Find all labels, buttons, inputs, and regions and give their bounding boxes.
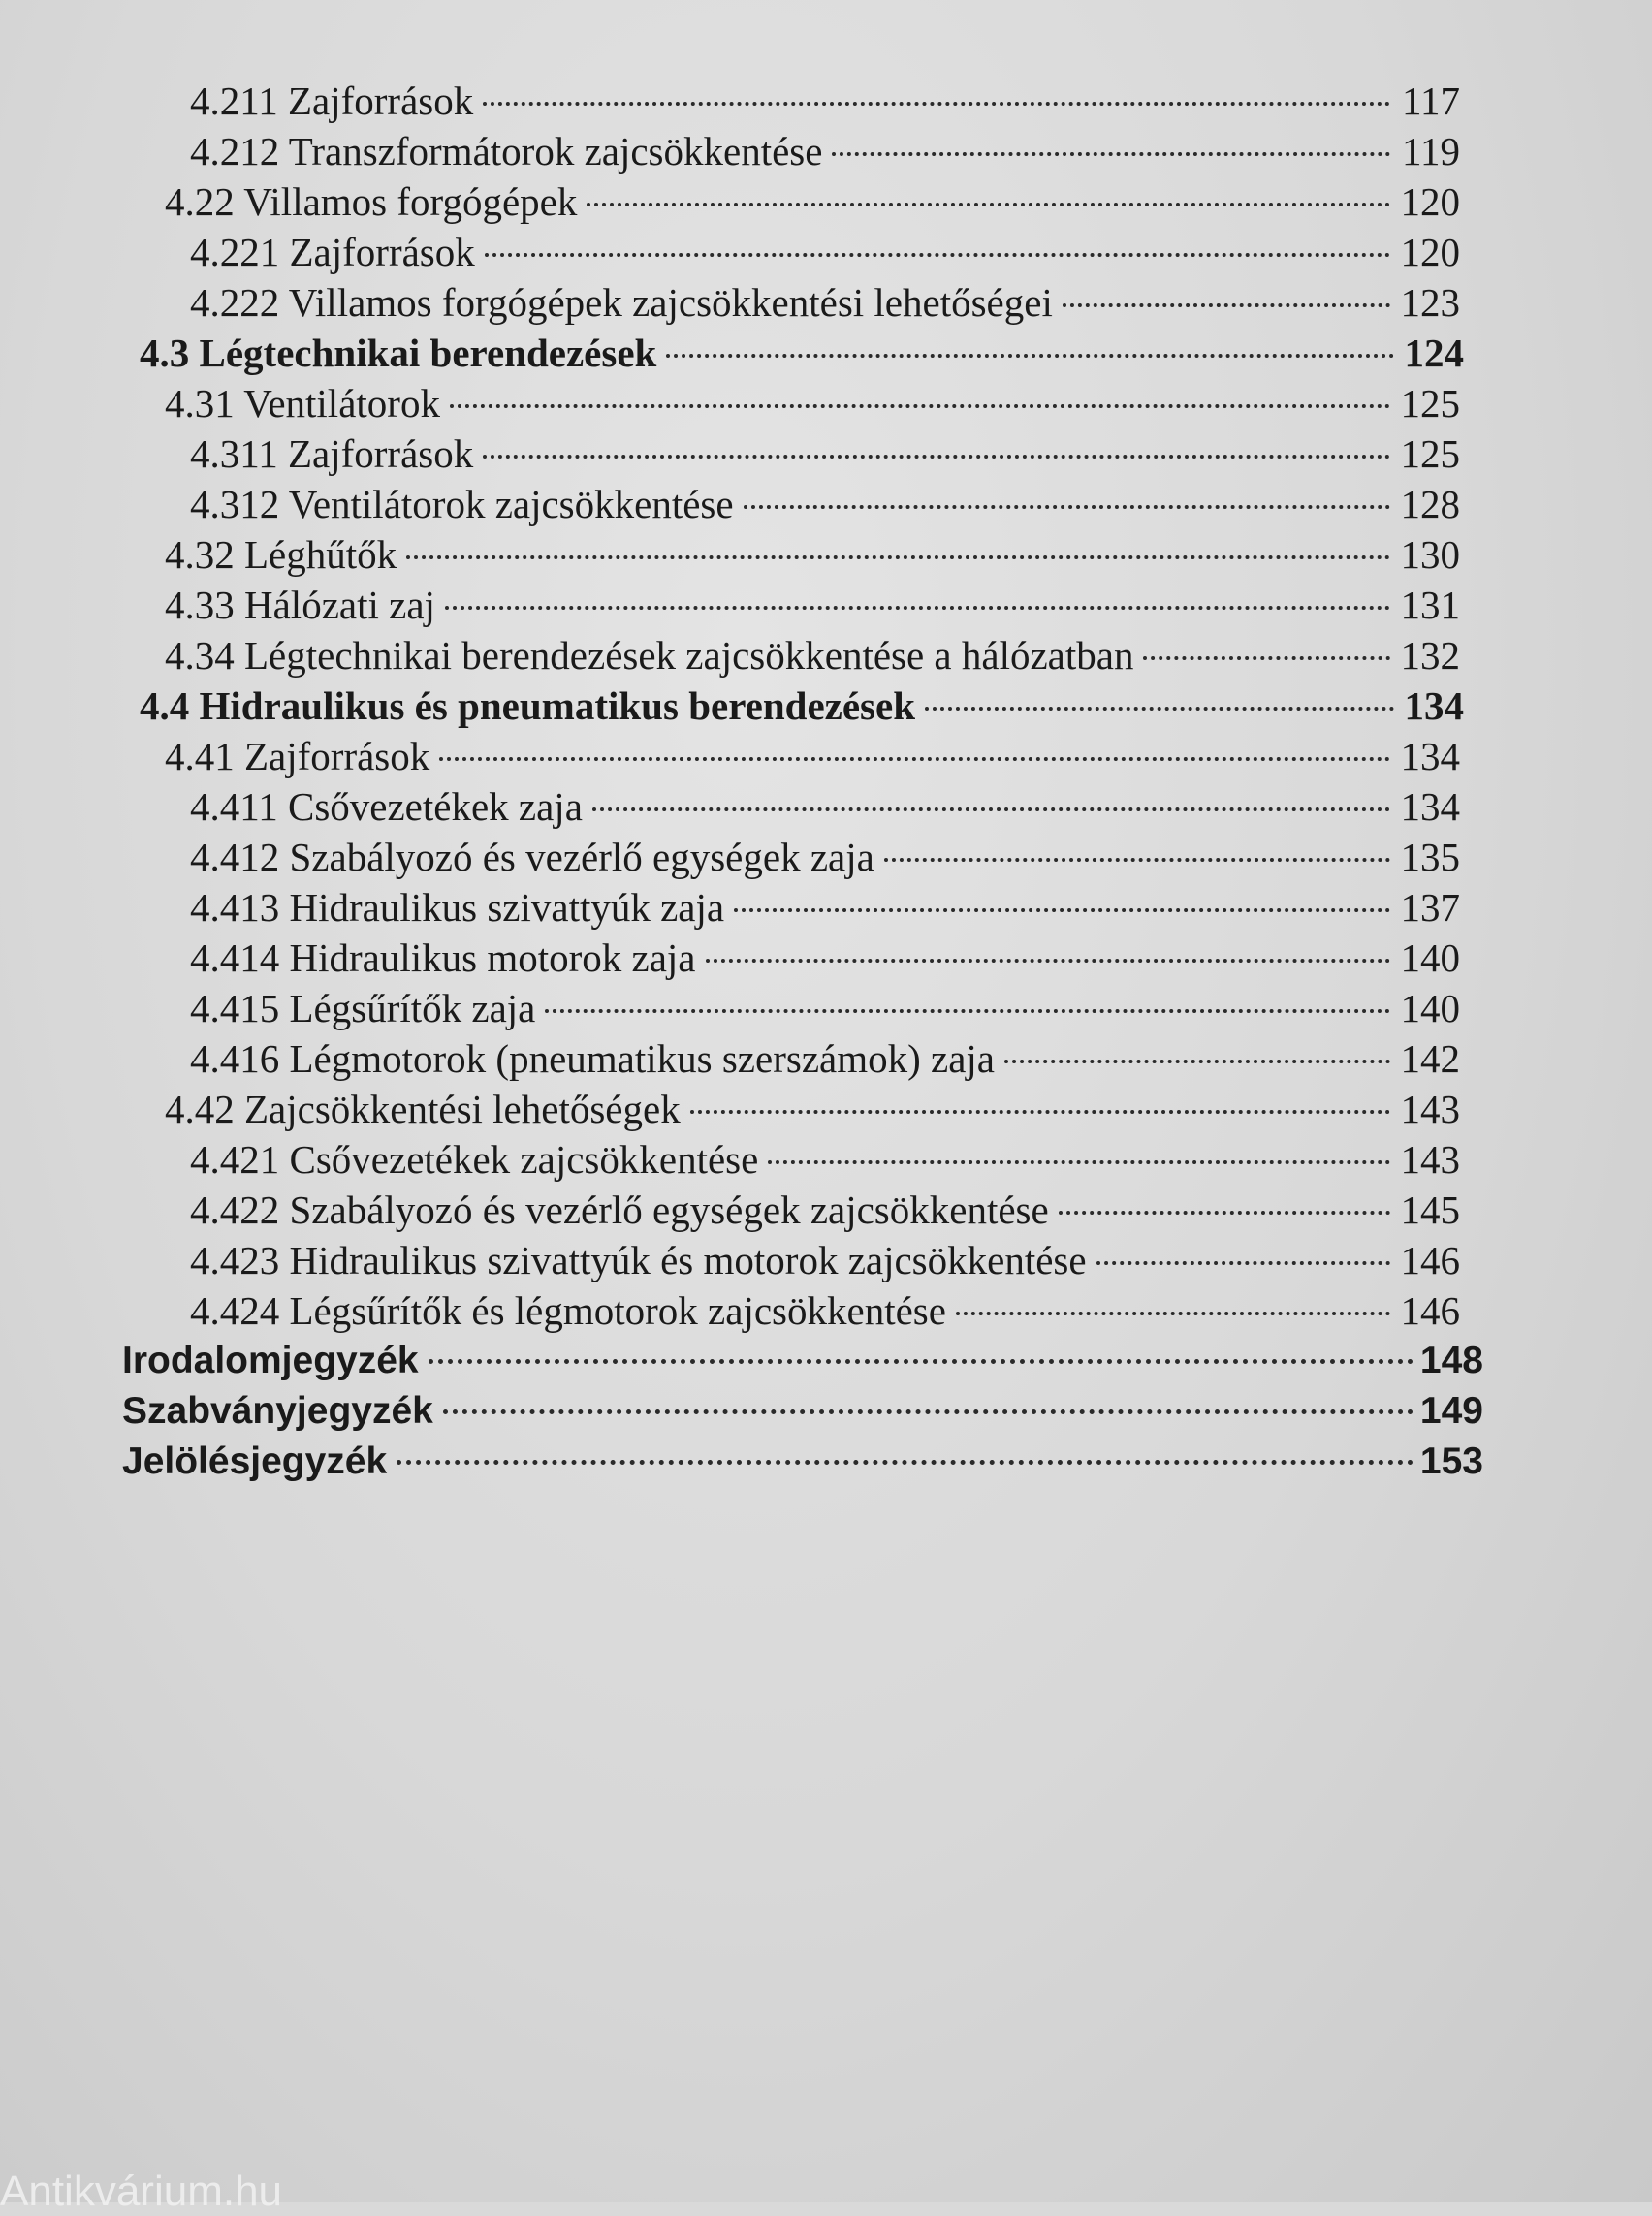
toc-entry [0,126,1652,176]
toc-entry-page: 130 [1400,532,1460,577]
dot-leader [429,1359,1414,1364]
toc-entry [0,933,1652,983]
toc-entry-number: 4.413 [190,885,280,930]
toc-entry-label [190,983,539,1033]
toc-entry-label [190,428,477,479]
toc-entry-number: 4.424 [190,1288,280,1333]
toc-entry-number: 4.22 [165,179,235,224]
toc-entry-title: Transzformátorok zajcsökkentése [288,129,823,174]
dot-leader [587,203,1390,206]
dot-leader [443,1409,1414,1414]
toc-entry-title: Hidraulikus szivattyúk és motorok zajcsökkentése [289,1238,1087,1282]
toc-entry-title: Légtechnikai berendezések zajcsökkentése a hálózatban [244,633,1134,678]
toc-entry-number: 4.416 [190,1036,280,1081]
toc-entry [0,1285,1652,1336]
toc-entry-number: 4.414 [190,935,280,980]
toc-entry-title: Csővezetékek zaja [287,784,583,829]
dot-leader [397,1460,1414,1465]
dot-leader [545,1009,1390,1013]
dot-leader [483,455,1390,459]
toc-entry-page: 148 [1419,1340,1483,1381]
toc-entry-number: 4.211 [190,79,278,123]
toc-entry-label [165,176,581,227]
toc-entry-title: Ventilátorok [243,381,440,426]
toc-entry-label [190,1033,999,1084]
toc-entry-number: 4.421 [190,1137,280,1182]
toc-entry-label [122,1336,423,1386]
toc-entry-title: Zajforrások [289,230,475,274]
toc-entry-label [165,580,439,630]
dot-leader [485,253,1390,257]
toc-entry-label [122,1386,437,1437]
toc-entry-page: 131 [1400,583,1460,627]
toc-entry [0,428,1652,479]
toc-entry-label [165,378,444,428]
toc-entry-title: Hidraulikus és pneumatikus berendezések [199,683,916,728]
toc-entry-page: 120 [1400,179,1460,224]
toc-entry-page: 149 [1419,1390,1483,1432]
dot-leader [1143,656,1390,660]
toc-entry [0,1084,1652,1134]
toc-entry-page: 117 [1402,79,1460,123]
toc-entry-label [190,76,477,126]
toc-entry-title: Hidraulikus motorok zaja [289,935,696,980]
toc-entry-page: 143 [1400,1137,1460,1182]
dot-leader [666,354,1394,358]
toc-entry-label [190,126,826,176]
toc-entry-number: 4.3 [140,331,190,375]
toc-entry-page: 145 [1400,1187,1460,1232]
toc-entry-title: Ventilátorok zajcsökkentése [288,482,734,526]
toc-entry-title: Zajcsökkentési lehetőségek [244,1087,681,1131]
toc-entry-title: Légsűrítők zaja [289,986,536,1030]
toc-entry-label [190,479,738,529]
toc-entry-number: 4.312 [190,482,280,526]
toc-entry-number: 4.412 [190,835,280,879]
toc-entry [0,176,1652,227]
toc-entry-number: 4.41 [165,734,235,778]
dot-leader [734,908,1390,912]
toc-entry-page: 142 [1400,1036,1460,1081]
toc-entry [0,529,1652,580]
toc-entry-title: Irodalomjegyzék [122,1340,419,1381]
toc-entry-number: 4.415 [190,986,280,1030]
toc-entry-title: Villamos forgógépek [243,179,578,224]
toc-entry-title: Légtechnikai berendezések [199,331,657,375]
toc-entry [0,681,1652,731]
toc-entry-page: 153 [1419,1440,1483,1482]
dot-leader [592,807,1390,811]
dot-leader [884,858,1390,862]
toc-entry [0,1336,1652,1386]
toc-entry [0,479,1652,529]
toc-entry [0,1033,1652,1084]
toc-entry-title: Hidraulikus szivattyúk zaja [289,885,725,930]
dot-leader [439,757,1390,761]
table-of-contents [0,76,1652,1487]
toc-entry-title: Zajforrások [287,79,474,123]
toc-entry-label [190,832,878,882]
toc-entry [0,227,1652,277]
toc-entry-label [190,277,1057,328]
toc-entry-page: 119 [1402,129,1460,174]
toc-entry-page: 146 [1400,1238,1460,1282]
toc-entry-number: 4.34 [165,633,235,678]
toc-entry-number: 4.222 [190,280,280,325]
watermark: Antikvárium.hu [0,2168,283,2215]
toc-entry-number: 4.32 [165,532,235,577]
toc-entry-label [190,882,728,933]
dot-leader [445,606,1390,610]
toc-entry-number: 4.212 [190,129,280,174]
toc-entry-page: 137 [1400,885,1460,930]
toc-entry-page: 134 [1404,683,1464,728]
toc-entry-page: 125 [1400,431,1460,476]
toc-entry [0,76,1652,126]
toc-entry-number: 4.422 [190,1187,280,1232]
dot-leader [406,555,1390,559]
toc-entry-title: Zajforrások [244,734,430,778]
toc-entry-label [190,1185,1053,1235]
toc-entry-label [122,1437,391,1487]
toc-entry-label [140,328,660,378]
toc-entry-label [190,1134,762,1185]
dot-leader [450,404,1390,408]
toc-entry-page: 140 [1400,986,1460,1030]
toc-entry-label [190,933,700,983]
dot-leader [690,1110,1390,1114]
dot-leader [956,1312,1390,1315]
dot-leader [483,102,1390,106]
toc-entry-label [165,529,400,580]
dot-leader [1059,1211,1390,1215]
dot-leader [1004,1060,1390,1063]
toc-entry-page: 120 [1400,230,1460,274]
toc-entry-page: 132 [1400,633,1460,678]
toc-entry-label [190,1285,950,1336]
toc-entry [0,1437,1652,1487]
toc-entry-title: Légsűrítők és légmotorok zajcsökkentése [289,1288,946,1333]
toc-entry-page: 134 [1400,734,1460,778]
toc-entry-page: 125 [1400,381,1460,426]
toc-entry-label [140,681,919,731]
toc-entry-title: Szabályozó és vezérlő egységek zaja [289,835,874,879]
dot-leader [925,707,1394,711]
toc-entry [0,580,1652,630]
toc-entry [0,630,1652,681]
toc-entry [0,731,1652,781]
toc-entry-title: Légmotorok (pneumatikus szerszámok) zaja [289,1036,995,1081]
toc-entry-page: 143 [1400,1087,1460,1131]
toc-entry-title: Jelölésjegyzék [122,1440,388,1482]
toc-entry-page: 123 [1400,280,1460,325]
toc-entry [0,882,1652,933]
toc-entry-number: 4.42 [165,1087,235,1131]
toc-entry-number: 4.311 [190,431,278,476]
toc-entry [0,277,1652,328]
dot-leader [744,505,1390,509]
dot-leader [1063,303,1390,307]
dot-leader [832,152,1390,156]
toc-entry-number: 4.31 [165,381,235,426]
dot-leader [706,959,1390,963]
toc-entry-page: 124 [1404,331,1464,375]
toc-entry [0,1386,1652,1437]
toc-entry-title: Szabványjegyzék [122,1390,433,1432]
toc-entry-page: 128 [1400,482,1460,526]
toc-entry [0,1235,1652,1285]
toc-entry-title: Léghűtők [244,532,397,577]
dot-leader [1096,1261,1390,1265]
toc-entry [0,328,1652,378]
toc-entry-label [165,731,433,781]
toc-entry-number: 4.221 [190,230,280,274]
toc-entry-label [165,630,1137,681]
toc-entry [0,832,1652,882]
toc-entry [0,983,1652,1033]
toc-entry [0,378,1652,428]
toc-entry-title: Villamos forgógépek zajcsökkentési lehetőségei [288,280,1053,325]
toc-entry-title: Csővezetékek zajcsökkentése [289,1137,759,1182]
toc-entry-number: 4.4 [140,683,190,728]
toc-entry [0,781,1652,832]
toc-entry [0,1134,1652,1185]
toc-entry-number: 4.411 [190,784,278,829]
toc-entry-label [190,781,587,832]
toc-entry-label [190,1235,1091,1285]
toc-entry-number: 4.33 [165,583,235,627]
toc-entry-page: 146 [1400,1288,1460,1333]
toc-entry-title: Hálózati zaj [244,583,435,627]
toc-entry-title: Zajforrások [287,431,474,476]
dot-leader [768,1160,1390,1164]
toc-entry-label [165,1084,684,1134]
toc-entry-page: 134 [1400,784,1460,829]
toc-entry-page: 140 [1400,935,1460,980]
toc-entry [0,1185,1652,1235]
toc-entry-page: 135 [1400,835,1460,879]
toc-entry-title: Szabályozó és vezérlő egységek zajcsökkentése [289,1187,1049,1232]
toc-entry-label [190,227,479,277]
toc-entry-number: 4.423 [190,1238,280,1282]
